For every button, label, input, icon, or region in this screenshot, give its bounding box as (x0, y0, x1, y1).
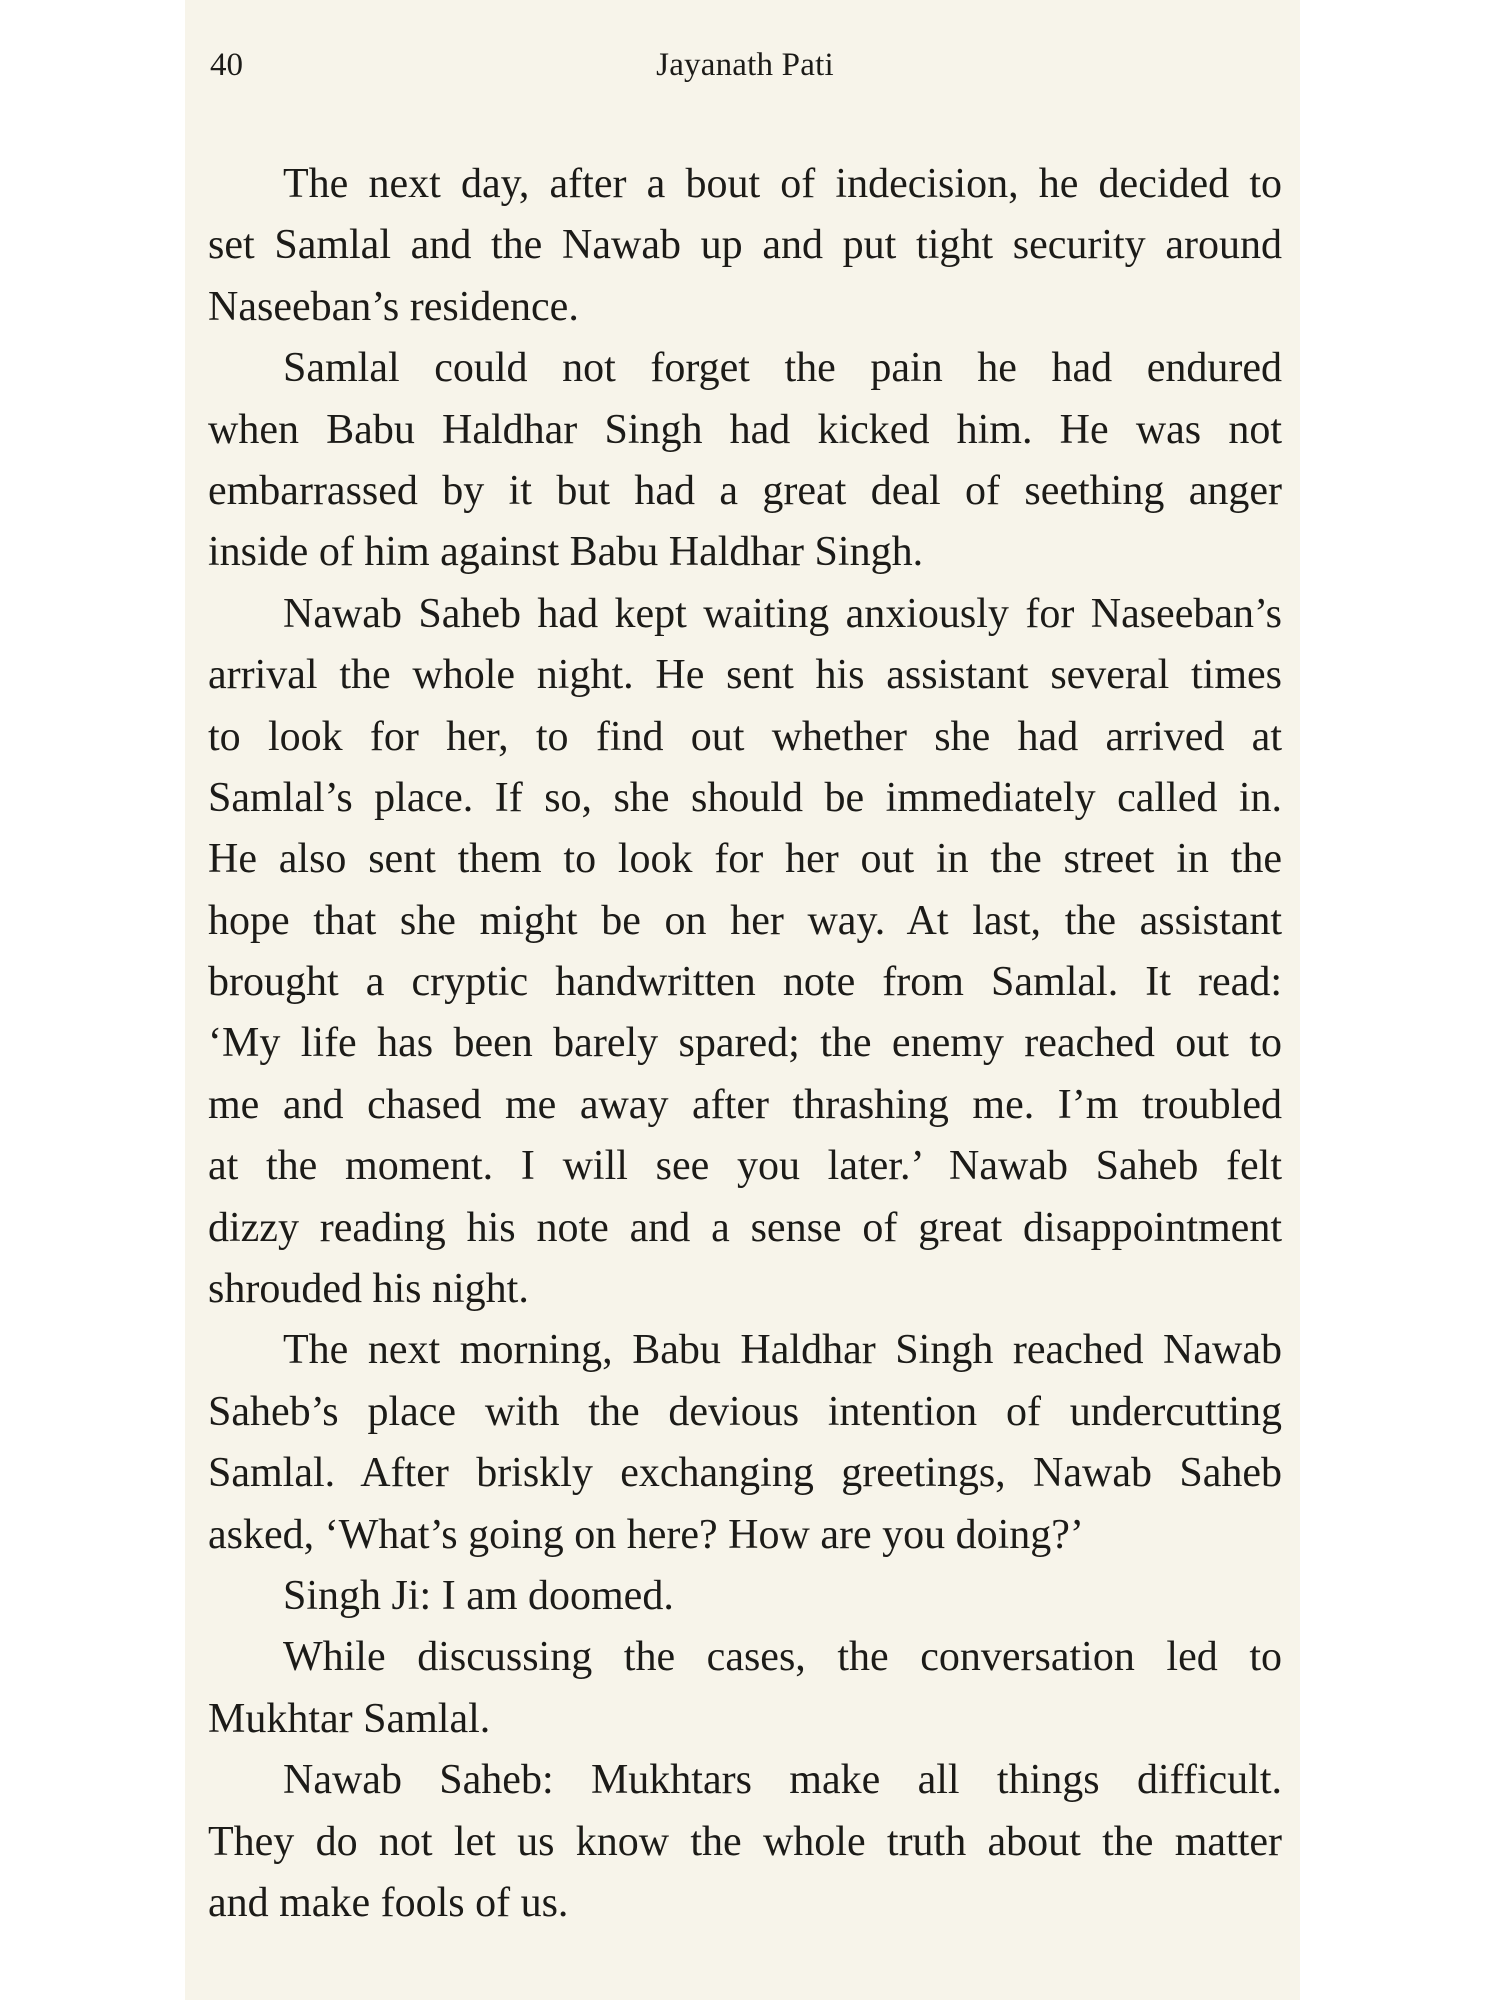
page-body (208, 154, 1282, 1934)
paragraph (208, 154, 1282, 338)
page-header (208, 45, 1282, 85)
running-head: Jayanath Pati (656, 47, 834, 83)
text-line: Naseeban’s residence. (208, 283, 579, 330)
page-number: 40 (210, 47, 243, 83)
text-line: He also sent them to look for her out in the street in the (208, 836, 1282, 883)
paragraph (208, 1566, 1282, 1627)
text-line: shrouded his night. (208, 1266, 529, 1313)
text-line: Saheb’s place with the devious intention of undercutting (208, 1388, 1282, 1435)
text-line: Nawab Saheb: Mukhtars make all things difficult. (283, 1757, 1282, 1804)
text-line: me and chased me away after thrashing me. I’m troubled (208, 1081, 1282, 1128)
paragraph (208, 1750, 1282, 1934)
text-line: embarrassed by it but had a great deal of seething anger (208, 467, 1282, 514)
text-line: While discussing the cases, the conversation led to (283, 1634, 1282, 1681)
text-line: Samlal’s place. If so, she should be immediately called in. (208, 774, 1282, 821)
text-line: Nawab Saheb had kept waiting anxiously for Naseeban’s (283, 590, 1282, 637)
text-line: Samlal. After briskly exchanging greetings, Nawab Saheb (208, 1450, 1282, 1497)
text-line: to look for her, to find out whether she had arrived at (208, 713, 1282, 760)
text-line: asked, ‘What’s going on here? How are you doing?’ (208, 1511, 1084, 1558)
text-line: brought a cryptic handwritten note from Samlal. It read: (208, 959, 1282, 1006)
paragraph (208, 1320, 1282, 1566)
text-line: Mukhtar Samlal. (208, 1695, 491, 1742)
text-line: dizzy reading his note and a sense of great disappointment (208, 1204, 1282, 1251)
text-line: set Samlal and the Nawab up and put tight security around (208, 222, 1282, 269)
text-line: when Babu Haldhar Singh had kicked him. He was not (208, 406, 1282, 453)
text-line: Singh Ji: I am doomed. (283, 1572, 674, 1619)
text-line: at the moment. I will see you later.’ Nawab Saheb felt (208, 1143, 1282, 1190)
text-line: inside of him against Babu Haldhar Singh. (208, 529, 924, 576)
text-line: hope that she might be on her way. At last, the assistant (208, 897, 1282, 944)
text-line: They do not let us know the whole truth about the matter (208, 1818, 1282, 1865)
text-line: ‘My life has been barely spared; the enemy reached out to (208, 1020, 1282, 1067)
paragraph (208, 1627, 1282, 1750)
text-line: arrival the whole night. He sent his assistant several times (208, 652, 1282, 699)
text-line: The next day, after a bout of indecision, he decided to (283, 161, 1282, 207)
paragraph (208, 584, 1282, 1321)
paragraph (208, 338, 1282, 584)
text-line: The next morning, Babu Haldhar Singh reached Nawab (283, 1327, 1282, 1374)
text-line: and make fools of us. (208, 1879, 569, 1926)
text-line: Samlal could not forget the pain he had endured (283, 345, 1282, 392)
